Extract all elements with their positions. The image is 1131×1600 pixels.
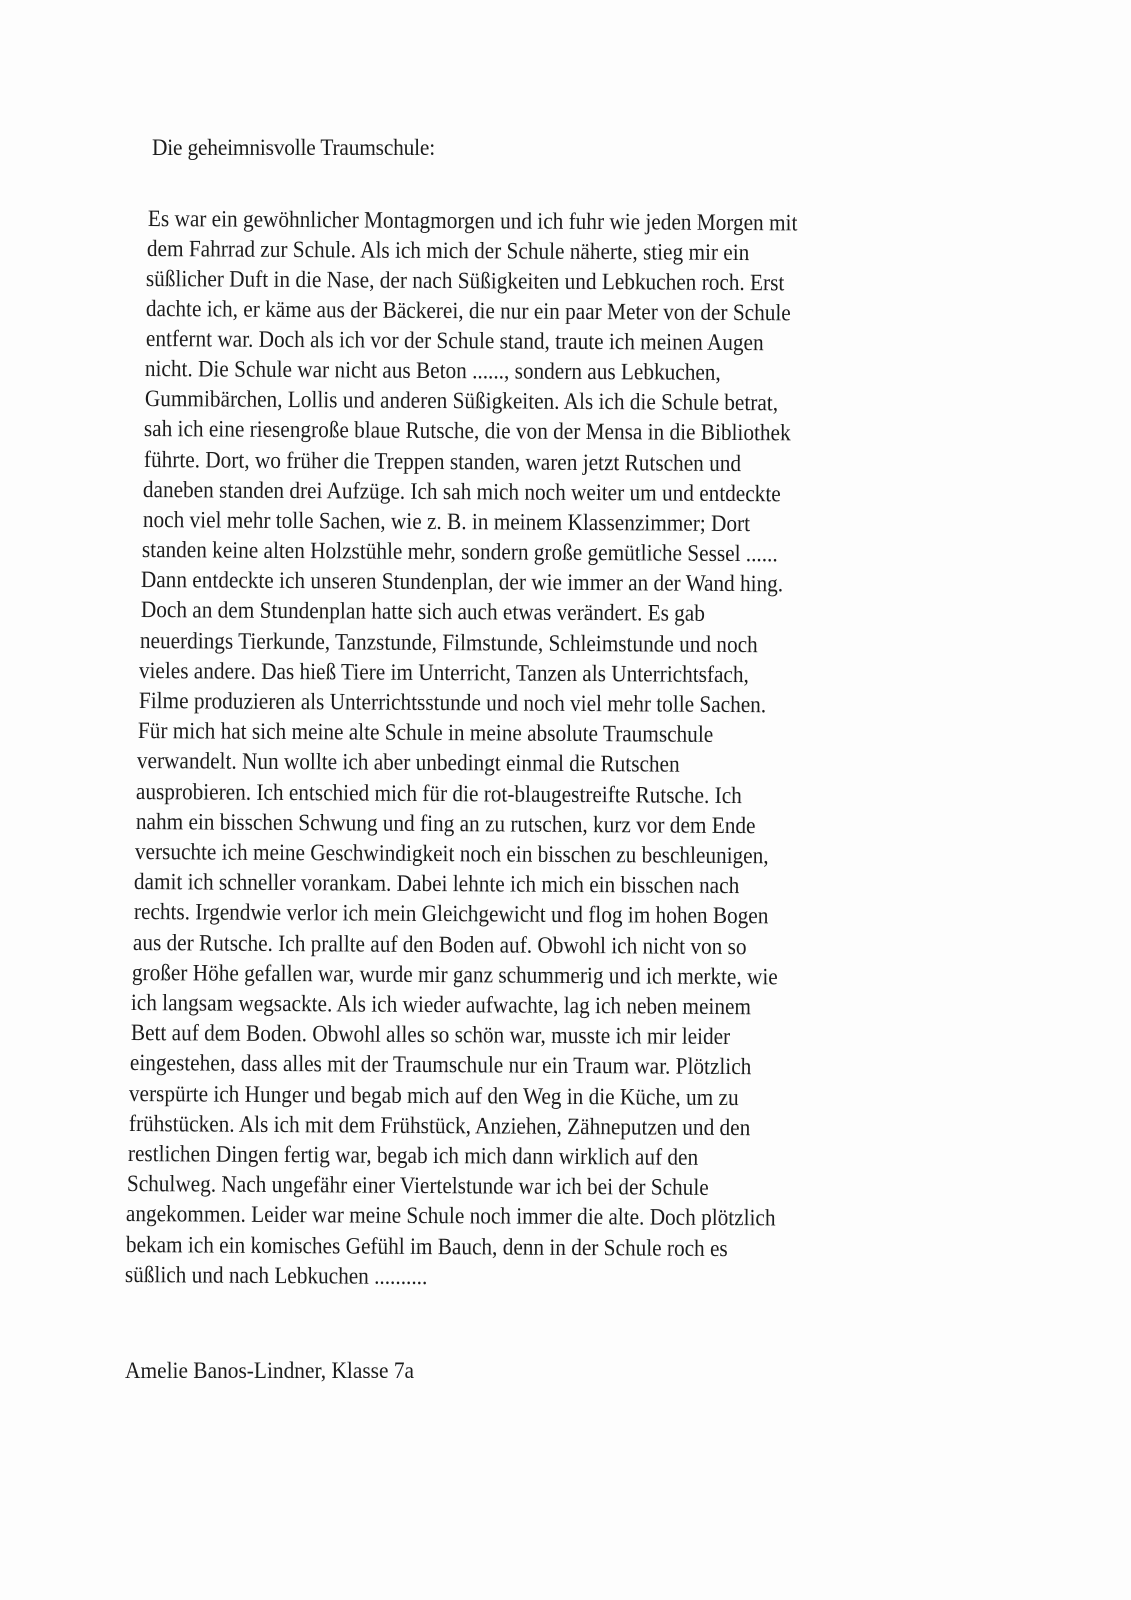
story-line: aus der Rutsche. Ich prallte auf den Boden auf. Obwohl ich nicht von so <box>132 930 747 961</box>
story-line: eingestehen, dass alles mit der Traumschule nur ein Traum war. Plötzlich <box>129 1050 752 1081</box>
story-line: führte. Dort, wo früher die Treppen standen, waren jetzt Rutschen und <box>143 446 742 478</box>
story-line: Gummibärchen, Lollis und anderen Süßigkeiten. Als ich die Schule betrat, <box>144 385 779 417</box>
story-line: nicht. Die Schule war nicht aus Beton ......, sondern aus Lebkuchen, <box>144 355 721 386</box>
story-line: ich langsam wegsackte. Als ich wieder aufwachte, lag ich neben meinem <box>130 990 752 1021</box>
story-line: süßlich und nach Lebkuchen .......... <box>124 1262 428 1291</box>
story-line: dachte ich, er käme aus der Bäckerei, die nur ein paar Meter von der Schule <box>145 295 791 327</box>
story-line: dem Fahrrad zur Schule. Als ich mich der Schule näherte, stieg mir ein <box>146 235 750 267</box>
story-line: entfernt war. Doch als ich vor der Schule stand, traute ich meinen Augen <box>145 325 764 357</box>
story-line: süßlicher Duft in die Nase, der nach Süßigkeiten und Lebkuchen roch. Erst <box>145 265 785 297</box>
story-line: großer Höhe gefallen war, wurde mir ganz schummerig und ich merkte, wie <box>131 960 778 991</box>
story-line: neuerdings Tierkunde, Tanzstunde, Filmstunde, Schleimstunde und noch <box>139 628 758 659</box>
story-line: Für mich hat sich meine alte Schule in meine absolute Traumschule <box>137 718 714 748</box>
story-line: standen keine alten Holzstühle mehr, sondern große gemütliche Sessel ...... <box>141 537 778 568</box>
story-title: Die geheimnisvolle Traumschule: <box>152 135 435 160</box>
story-line: verwandelt. Nun wollte ich aber unbedingt einmal die Rutschen <box>136 748 680 778</box>
story-line: Doch an dem Stundenplan hatte sich auch etwas verändert. Es gab <box>140 597 705 627</box>
story-line: rechts. Irgendwie verlor ich mein Gleichgewicht und flog im hohen Bogen <box>133 899 769 930</box>
story-line: vieles andere. Das hieß Tiere im Unterricht, Tanzen als Unterrichtsfach, <box>138 658 749 689</box>
story-line: versuchte ich meine Geschwindigkeit noch ein bisschen zu beschleunigen, <box>134 839 769 870</box>
story-line: ausprobieren. Ich entschied mich für die rot-blaugestreifte Rutsche. Ich <box>135 779 742 810</box>
story-line: sah ich eine riesengroße blaue Rutsche, die von der Mensa in die Bibliothek <box>143 415 791 447</box>
story-line: Dann entdeckte ich unseren Stundenplan, der wie immer an der Wand hing. <box>140 567 784 598</box>
story-line: daneben standen drei Aufzüge. Ich sah mich noch weiter um und entdeckte <box>142 476 781 508</box>
author-signature: Amelie Banos-Lindner, Klasse 7a <box>125 1358 415 1383</box>
story-line: Schulweg. Nach ungefähr einer Viertelstunde war ich bei der Schule <box>126 1171 709 1201</box>
story-line: Filme produzieren als Unterrichtsstunde und noch viel mehr tolle Sachen. <box>138 688 767 719</box>
story-line: Bett auf dem Boden. Obwohl alles so schön war, musste ich mir leider <box>130 1020 731 1051</box>
story-line: bekam ich ein komisches Gefühl im Bauch, denn in der Schule roch es <box>125 1232 728 1263</box>
story-line: frühstücken. Als ich mit dem Frühstück, Anziehen, Zähneputzen und den <box>128 1111 751 1142</box>
story-line: damit ich schneller vorankam. Dabei lehnte ich mich ein bisschen nach <box>133 869 740 900</box>
story-line: Es war ein gewöhnlicher Montagmorgen und ich fuhr wie jeden Morgen mit <box>147 205 798 237</box>
story-line: angekommen. Leider war meine Schule noch immer die alte. Doch plötzlich <box>125 1201 776 1232</box>
story-line: restlichen Dingen fertig war, begab ich mich dann wirklich auf den <box>127 1141 699 1171</box>
story-line: verspürte ich Hunger und begab mich auf den Weg in die Küche, um zu <box>128 1081 739 1112</box>
story-line: nahm ein bisschen Schwung und fing an zu rutschen, kurz vor dem Ende <box>135 809 756 840</box>
story-line: noch viel mehr tolle Sachen, wie z. B. in meinem Klassenzimmer; Dort <box>142 506 751 538</box>
